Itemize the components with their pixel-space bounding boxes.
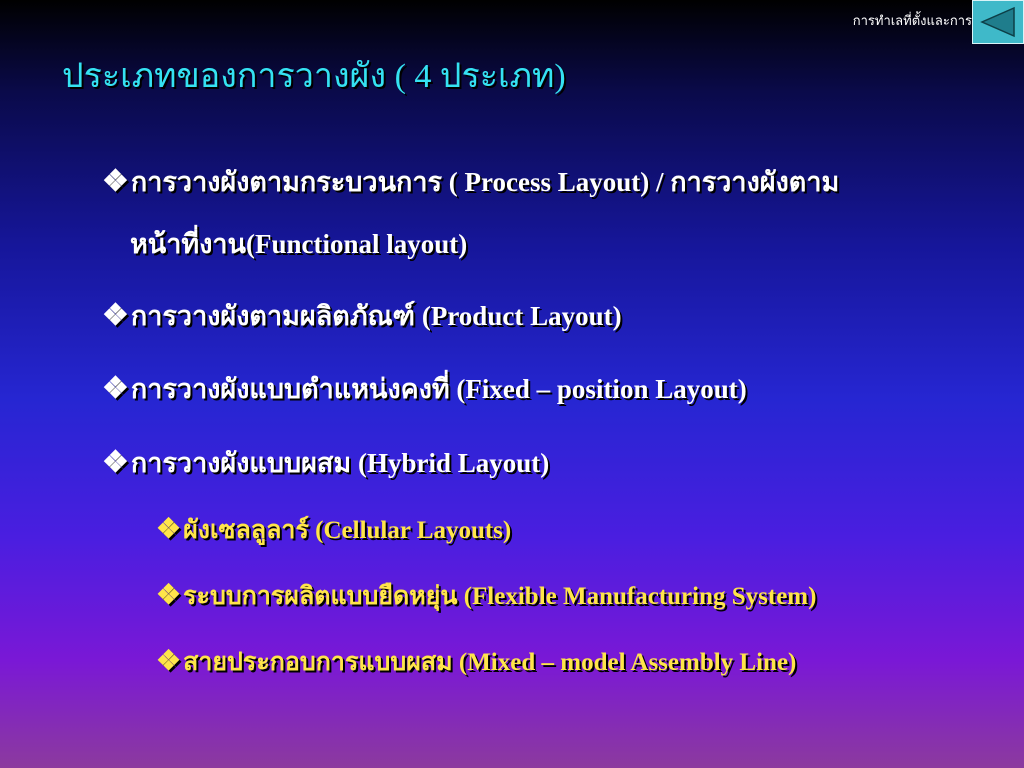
- bullet-hybrid-layout: [102, 441, 549, 484]
- sub-bullet-text: ระบบการผลิตแบบยืดหยุ่น (Flexible Manufacturing System): [183, 583, 817, 610]
- bullet-process-layout: [102, 160, 839, 203]
- bullet-process-layout-continuation: หน้าที่งาน(Functional layout): [130, 229, 468, 259]
- four-diamond-icon: ❖: [102, 372, 129, 405]
- bullet-text: การวางผังตามกระบวนการ ( Process Layout) / การวางผังตาม: [130, 167, 840, 197]
- triangle-left-icon: [978, 5, 1018, 39]
- slide-title: ประเภทของการวางผัง ( 4 ประเภท): [62, 58, 566, 95]
- previous-slide-button[interactable]: [972, 0, 1024, 44]
- four-diamond-icon: ❖: [102, 299, 129, 332]
- sub-bullet-mixed-model-assembly: [156, 642, 796, 682]
- four-diamond-icon: ❖: [156, 580, 182, 611]
- four-diamond-icon: ❖: [102, 165, 129, 198]
- four-diamond-icon: ❖: [156, 646, 182, 677]
- sub-bullet-cellular-layouts: [156, 510, 511, 550]
- four-diamond-icon: ❖: [102, 446, 129, 479]
- bullet-text: การวางผังแบบผสม (Hybrid Layout): [130, 448, 550, 478]
- bullet-product-layout: [102, 294, 622, 337]
- bullet-fixed-position-layout: [102, 367, 747, 410]
- header-caption: การทำเลที่ตั้งและการ: [852, 14, 972, 29]
- sub-bullet-flexible-manufacturing: [156, 576, 816, 616]
- bullet-text: การวางผังแบบตำแหน่งคงที่ (Fixed – position Layout): [130, 374, 747, 404]
- bullet-text: การวางผังตามผลิตภัณฑ์ (Product Layout): [130, 301, 622, 331]
- sub-bullet-text: สายประกอบการแบบผสม (Mixed – model Assembly Line): [183, 649, 797, 676]
- sub-bullet-text: ผังเซลลูลาร์ (Cellular Layouts): [183, 517, 512, 544]
- four-diamond-icon: ❖: [156, 514, 182, 545]
